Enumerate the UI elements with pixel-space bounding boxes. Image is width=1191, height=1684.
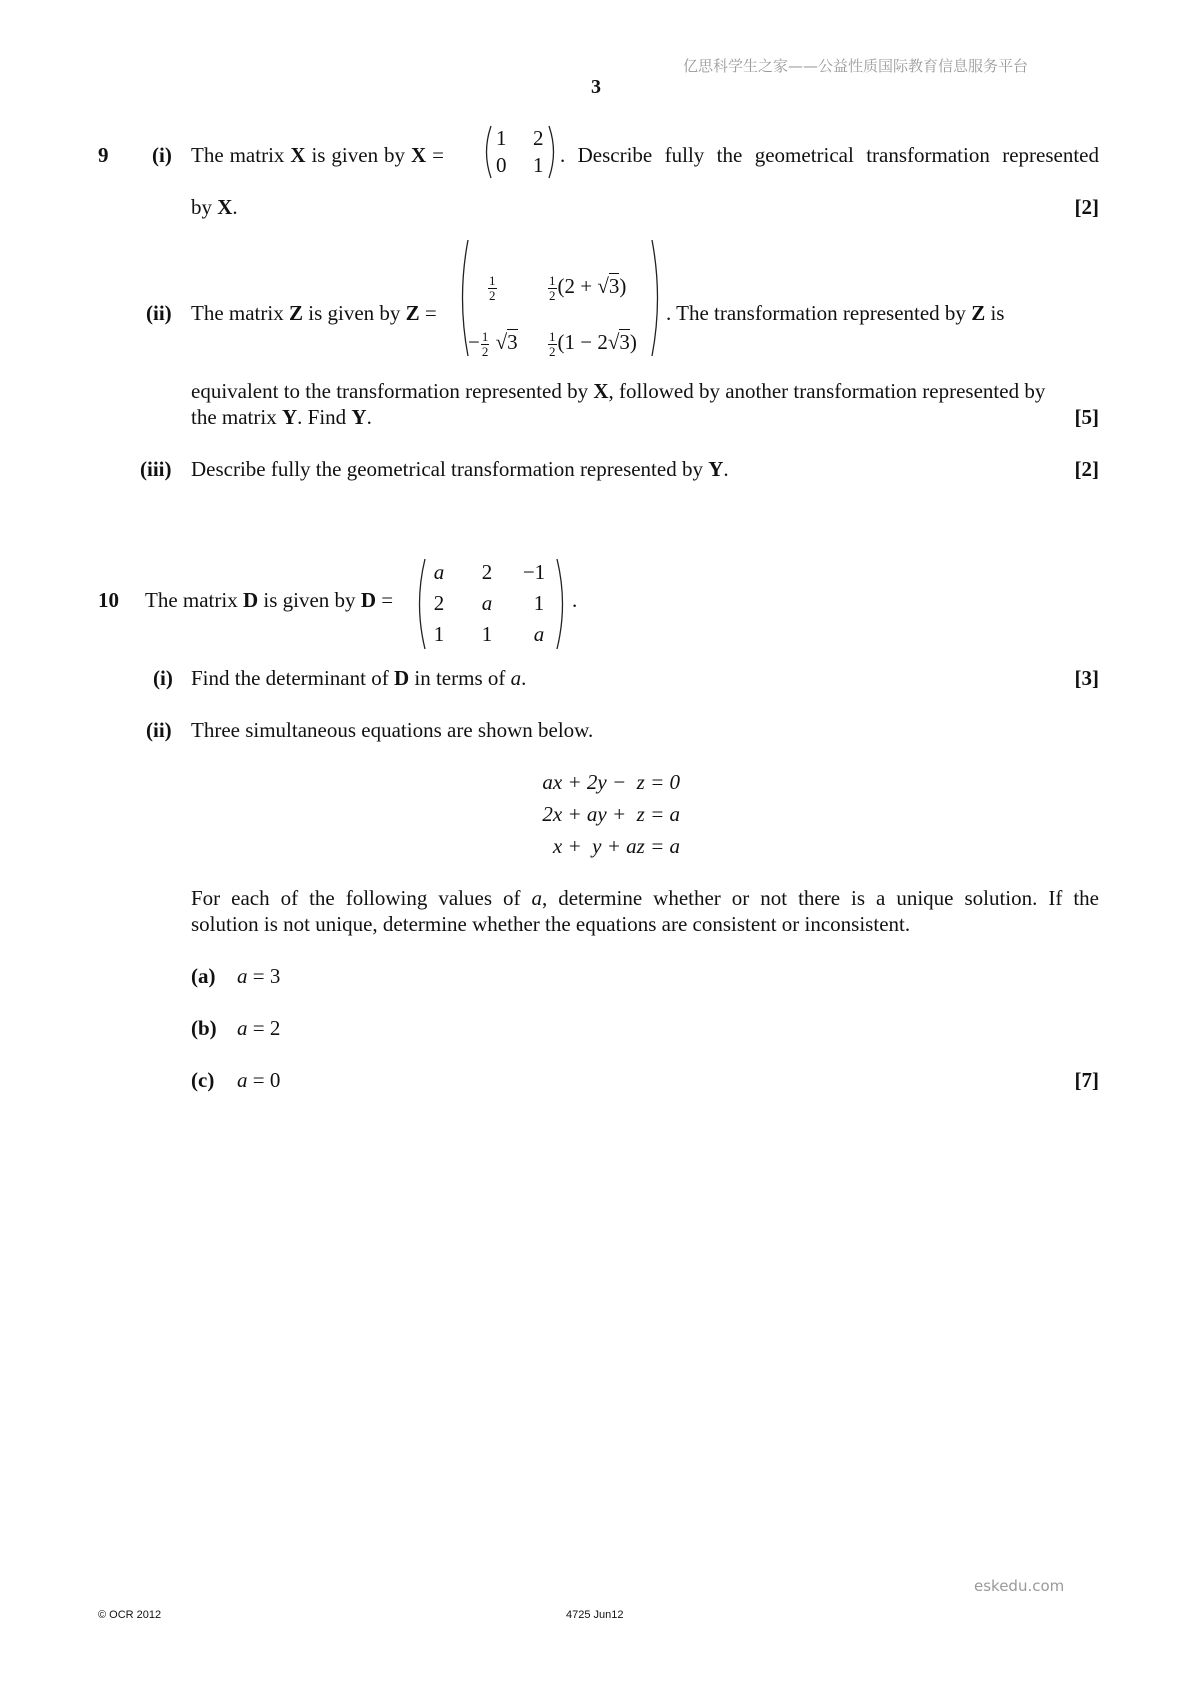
right-paren <box>650 238 664 358</box>
matrix-cell: 1 <box>433 622 445 646</box>
matrix-x <box>481 124 559 180</box>
part-b-label: (b) <box>191 1016 217 1040</box>
matrix-cell-z12: $\frac{1}{2}$ (2 + √3) <box>549 273 627 303</box>
matrix-cell-z22: $\frac{1}{2}$ (1 − 2√3) <box>549 329 637 359</box>
footer-paper-code: 4725 Jun12 <box>566 1609 624 1621</box>
matrix-cell: 1 <box>496 126 507 150</box>
footer-copyright: © OCR 2012 <box>98 1609 162 1621</box>
matrix-z <box>456 238 664 358</box>
q9-ii-line2: equivalent to the transformation represented by X, followed by another transformation represented by <box>191 379 1046 403</box>
q9-ii-marks: [5] <box>1074 405 1099 429</box>
matrix-cell-z21: − $\frac{1}{2}$ √3 <box>468 329 518 359</box>
left-paren <box>481 124 493 180</box>
q10-i-text: Find the determinant of D in terms of a. <box>191 666 527 690</box>
right-paren <box>555 557 569 651</box>
part-c-text: a = 0 <box>237 1068 281 1092</box>
matrix-cell: 2 <box>481 560 493 584</box>
matrix-cell: a <box>533 622 545 646</box>
q9-ii-line3: the matrix Y. Find Y. <box>191 405 372 429</box>
q10-ii-text: Three simultaneous equations are shown below. <box>191 718 594 742</box>
matrix-cell: a <box>481 591 493 615</box>
q9-iii-label: (iii) <box>140 457 172 481</box>
q9-i-word: The <box>191 143 224 167</box>
q10-ii-label: (ii) <box>146 718 172 742</box>
q9-i-text-end: . Describe fully the geometrical transformation represented <box>560 143 1099 167</box>
q9-iii-text: Describe fully the geometrical transformation represented by Y. <box>191 457 729 481</box>
q10-i-marks: [3] <box>1074 666 1099 690</box>
q9-i-word: matrix <box>229 143 285 167</box>
q10-i-label: (i) <box>153 666 173 690</box>
q9-iii-marks: [2] <box>1074 457 1099 481</box>
q9-i-text-start <box>191 143 444 168</box>
watermark-header: 亿思科学生之家——公益性质国际教育信息服务平台 <box>683 57 1029 75</box>
matrix-cell: a <box>433 560 445 584</box>
q10-text: The matrix D is given by D = <box>145 588 394 612</box>
left-paren <box>413 557 427 651</box>
page-number: 3 <box>591 76 601 98</box>
q9-i-equals: = <box>432 143 444 167</box>
q9-i-label: (i) <box>152 143 172 167</box>
q9-ii-text-end: . The transformation represented by Z is <box>666 301 1005 325</box>
matrix-cell: 2 <box>533 126 544 150</box>
matrix-cell: 0 <box>496 153 507 177</box>
part-c-label: (c) <box>191 1068 215 1092</box>
q10-period: . <box>572 588 578 612</box>
q9-i-word: is <box>311 143 326 167</box>
q10-ii-para-line2: solution is not unique, determine whether the equations are consistent or inconsistent. <box>191 912 911 936</box>
equation-2: 2x + ay + z = a <box>542 802 680 826</box>
q10-ii-marks: [7] <box>1074 1068 1099 1092</box>
matrix-cell: 1 <box>481 622 493 646</box>
equation-1: ax + 2y − z = 0 <box>542 770 680 794</box>
matrix-cell: 2 <box>433 591 445 615</box>
q9-ii-label: (ii) <box>146 301 172 325</box>
q9-i-marks: [2] <box>1074 195 1099 219</box>
matrix-d <box>413 557 569 651</box>
part-b-text: a = 2 <box>237 1016 281 1040</box>
q9-i-matrix-symbol: X <box>290 143 306 167</box>
equation-3: x + y + az = a <box>552 834 680 858</box>
q9-i-matrix-symbol: X <box>410 143 427 167</box>
watermark-footer: eskedu.com <box>974 1577 1065 1595</box>
part-a-label: (a) <box>191 964 216 988</box>
q9-ii-text-start: The matrix Z is given by Z = <box>191 301 437 325</box>
q9-i-line2: by X. <box>191 195 238 219</box>
q9-i-word: given <box>331 143 379 167</box>
q9-i-word: by <box>384 143 406 167</box>
matrix-cell: 1 <box>533 153 544 177</box>
matrix-cell: 1 <box>533 591 545 615</box>
q10-number: 10 <box>98 588 119 612</box>
q9-number: 9 <box>98 143 109 167</box>
right-paren <box>547 124 559 180</box>
fraction-half: $\frac{1}{2}$ <box>489 273 496 303</box>
q10-ii-para-line1: For each of the following values of a, determine whether or not there is a unique solution. If the <box>191 886 1099 910</box>
matrix-cell: −1 <box>522 560 546 584</box>
part-a-text: a = 3 <box>237 964 281 988</box>
